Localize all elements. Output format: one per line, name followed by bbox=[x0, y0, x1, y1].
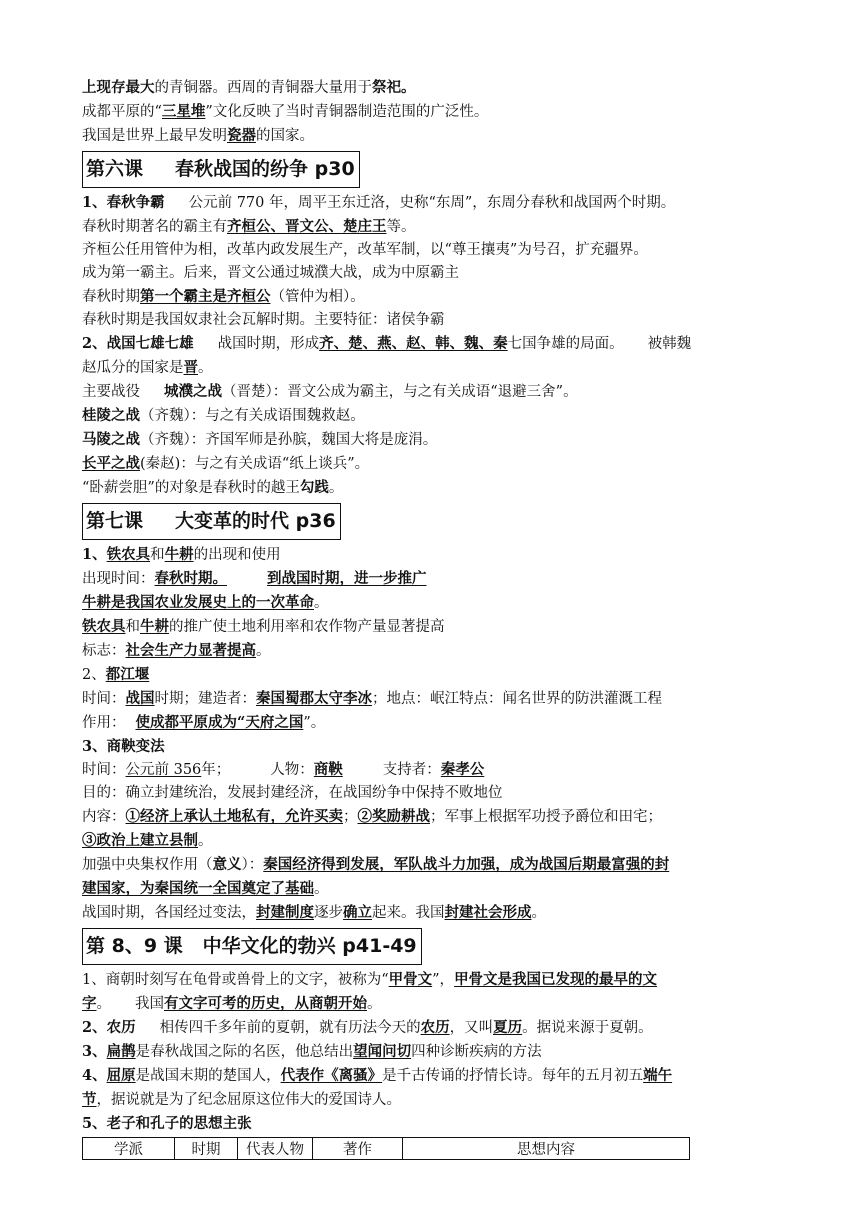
text: 支持者： bbox=[382, 762, 441, 778]
key-term: 端午 bbox=[643, 1067, 673, 1084]
text-line bbox=[82, 663, 860, 687]
text: 四种诊断疾病的方法 bbox=[411, 1044, 542, 1060]
text-line bbox=[82, 853, 860, 877]
text: 。 bbox=[367, 996, 382, 1012]
text: 2、 bbox=[82, 667, 106, 683]
text: ”文化反映了当时青铜器制造范围的广泛性。 bbox=[205, 104, 489, 120]
text-line: 成为第一霸主。后来，晋文公通过城濮大战，成为中原霸主 bbox=[82, 265, 459, 281]
text: 。 bbox=[328, 480, 344, 496]
bold-term: 祭祀。 bbox=[372, 79, 416, 96]
text-line bbox=[82, 428, 860, 452]
text-line bbox=[82, 829, 860, 853]
text: 标志： bbox=[82, 643, 126, 659]
key-term: 农历 bbox=[420, 1019, 450, 1036]
key-term: 春秋时期。 bbox=[154, 570, 227, 587]
subheading: 3、商鞅变法 bbox=[82, 738, 165, 755]
key-term: 牛耕 bbox=[164, 546, 194, 563]
text: 赵瓜分的国家是 bbox=[82, 360, 184, 376]
text: ，据说就是为了纪念屈原这位伟大的爱国诗人。 bbox=[96, 1092, 401, 1108]
key-term: ③政治上建立县制 bbox=[82, 832, 198, 849]
key-term: 屈原 bbox=[106, 1067, 136, 1084]
text: 是千古传诵的抒情长诗。每年的五月初五 bbox=[382, 1068, 644, 1084]
key-term: 封建社会形成 bbox=[444, 904, 532, 921]
text-line bbox=[82, 285, 860, 309]
text: 七国争雄的局面。 bbox=[507, 336, 624, 352]
text: 春秋时期 bbox=[82, 289, 140, 305]
text: ”， bbox=[432, 972, 455, 988]
text: 起来。我国 bbox=[372, 905, 445, 921]
text: 1、商朝时刻写在龟骨或兽骨上的文字，被称为“ bbox=[82, 972, 389, 988]
text: ，又叫 bbox=[449, 1020, 494, 1036]
text: 战国时期，形成 bbox=[217, 336, 320, 352]
text: 。 bbox=[314, 595, 329, 611]
text: 我国 bbox=[135, 996, 164, 1012]
text: ； bbox=[343, 809, 358, 825]
key-term: 望闻问切 bbox=[353, 1043, 412, 1060]
bold-term: 上现存最大 bbox=[82, 79, 155, 96]
key-term: 扁鹊 bbox=[106, 1043, 136, 1060]
text: 的国家。 bbox=[256, 128, 314, 144]
text-line bbox=[82, 639, 860, 663]
text: ；地点：岷江特点：闻名世界的防洪灌溉工程 bbox=[372, 691, 662, 707]
key-term: 秦国经济得到发展，军队战斗力加强，成为战国后期最富强的封 bbox=[263, 856, 670, 873]
text: 内容： bbox=[82, 809, 126, 825]
text-line: 目的：确立封建统治，发展封建经济，在战国纷争中保持不败地位 bbox=[82, 785, 503, 801]
bold-term: 桂陵之战 bbox=[82, 407, 140, 424]
key-term: 都江堰 bbox=[105, 666, 150, 683]
text: 被韩魏 bbox=[647, 336, 692, 352]
key-term: 使成都平原成为“天府之国 bbox=[135, 714, 304, 731]
key-term: 有文字可考的历史，从商朝开始 bbox=[164, 995, 367, 1012]
key-term: 长平之战 bbox=[82, 455, 140, 472]
lesson-number: 第七课 bbox=[86, 510, 144, 532]
lesson-title: 中华文化的勃兴 p41-49 bbox=[202, 935, 417, 957]
text: 公元前 770 年，周平王东迁洛，史称“东周”，东周分春秋和战国两个时期。 bbox=[188, 195, 676, 211]
key-term: 社会生产力显著提高 bbox=[125, 642, 256, 659]
text: 逐步 bbox=[314, 905, 343, 921]
text: （齐魏）：与之有关成语围魏救赵。 bbox=[140, 408, 365, 424]
key-term: 铁农具 bbox=[82, 618, 126, 635]
text: 。 bbox=[96, 996, 111, 1012]
key-term: 铁农具 bbox=[106, 546, 151, 563]
key-term: 节 bbox=[82, 1091, 97, 1108]
text: 人物： bbox=[270, 762, 314, 778]
text: 主要战役 bbox=[82, 384, 140, 400]
text-line bbox=[82, 711, 860, 735]
text: 出现时间： bbox=[82, 571, 155, 587]
key-term: 齐、楚、燕、赵、韩、魏、秦 bbox=[319, 335, 508, 352]
table-header-cell: 代表人物 bbox=[238, 1138, 313, 1160]
text: 等。 bbox=[386, 219, 416, 235]
key-term: 战国 bbox=[125, 690, 155, 707]
text-line bbox=[82, 124, 860, 148]
key-term: 夏历 bbox=[493, 1019, 523, 1036]
text: 春秋时期著名的霸主有 bbox=[82, 219, 227, 235]
text: 相传四千多年前的夏朝，就有历法今天的 bbox=[159, 1020, 421, 1036]
text: 加强中央集权作用（ bbox=[82, 857, 213, 873]
text: 。据说来源于夏朝。 bbox=[522, 1020, 653, 1036]
text: ；军事上根据军功授予爵位和田宅； bbox=[430, 809, 662, 825]
text: 3、 bbox=[82, 1043, 107, 1060]
text-line bbox=[82, 687, 860, 711]
text-line bbox=[82, 591, 860, 615]
key-term: 晋 bbox=[183, 359, 198, 376]
text-line bbox=[82, 992, 860, 1016]
text: 的推广使土地利用率和农作物产量显著提高 bbox=[169, 619, 445, 635]
key-term: 瓷器 bbox=[227, 127, 256, 144]
text-line bbox=[82, 215, 860, 239]
text-line bbox=[82, 452, 860, 476]
text: 是战国末期的楚国人， bbox=[135, 1068, 281, 1084]
text-line bbox=[82, 404, 860, 428]
text: 。 bbox=[531, 905, 546, 921]
key-term: 封建制度 bbox=[256, 904, 314, 921]
text: 时期；建造者： bbox=[154, 691, 256, 707]
key-term: ②奖励耕战 bbox=[357, 808, 430, 825]
key-term: 三星堆 bbox=[161, 103, 206, 120]
text: 战国时期，各国经过变法， bbox=[82, 905, 256, 921]
text-line bbox=[82, 877, 860, 901]
subheading: 1、春秋争霸 bbox=[82, 194, 165, 211]
lesson-number: 第六课 bbox=[86, 158, 144, 180]
text: 和 bbox=[125, 619, 140, 635]
text-line: 春秋时期是我国奴隶社会瓦解时期。主要特征：诸侯争霸 bbox=[82, 312, 445, 328]
key-term: 甲骨文 bbox=[388, 971, 433, 988]
text: 时间： bbox=[82, 691, 126, 707]
text: ”。 bbox=[303, 715, 326, 731]
table-header-row bbox=[83, 1138, 690, 1160]
text-line bbox=[82, 356, 860, 380]
text: 时间： bbox=[82, 762, 126, 778]
bold-term: 勾践 bbox=[299, 479, 329, 496]
text-line bbox=[82, 805, 860, 829]
table-header-cell: 学派 bbox=[83, 1138, 175, 1160]
text-line bbox=[82, 615, 860, 639]
text: 。 bbox=[256, 643, 271, 659]
key-term: 牛耕是我国农业发展史上的一次革命 bbox=[82, 594, 314, 611]
lesson-title: 春秋战国的纷争 p30 bbox=[175, 158, 355, 180]
text: 。 bbox=[314, 881, 329, 897]
lesson-6-heading bbox=[82, 151, 360, 188]
key-term: 秦国蜀郡太守李冰 bbox=[256, 690, 372, 707]
text-line bbox=[82, 476, 860, 500]
lesson-7-heading bbox=[82, 503, 341, 540]
text-line bbox=[82, 758, 860, 782]
key-term: 秦孝公 bbox=[440, 761, 485, 778]
subheading: 5、老子和孔子的思想主张 bbox=[82, 1115, 252, 1132]
text: 1、 bbox=[82, 546, 107, 563]
text: 。 bbox=[198, 833, 213, 849]
text-line bbox=[82, 1088, 860, 1112]
text: （管仲为相）。 bbox=[270, 289, 365, 305]
text-line bbox=[82, 1016, 860, 1040]
thought-table bbox=[82, 1137, 690, 1160]
lesson-title: 大变革的时代 p36 bbox=[175, 510, 336, 532]
bold-term: 马陵之战 bbox=[82, 431, 140, 448]
key-term: 商鞅 bbox=[313, 761, 343, 778]
text-line bbox=[82, 332, 860, 356]
table-header-cell: 思想内容 bbox=[403, 1138, 690, 1160]
text: 4、 bbox=[82, 1067, 107, 1084]
key-term: 齐桓公、晋文公、楚庄王 bbox=[227, 218, 387, 235]
key-term: 确立 bbox=[343, 904, 372, 921]
text-line bbox=[82, 100, 860, 124]
lesson-8-9-heading bbox=[82, 928, 422, 965]
key-term: 建国家，为秦国统一全国奠定了基础 bbox=[82, 880, 314, 897]
text-line bbox=[82, 567, 860, 591]
text-line bbox=[82, 191, 860, 215]
text: ）： bbox=[241, 857, 264, 873]
text: 的青铜器。西周的青铜器大量用于 bbox=[154, 80, 372, 96]
text: 我国是世界上最早发明 bbox=[82, 128, 227, 144]
bold-term: 意义 bbox=[212, 856, 242, 873]
text: “卧薪尝胆”的对象是春秋时的越王 bbox=[82, 480, 300, 496]
text: 和 bbox=[150, 547, 165, 563]
text: (秦赵)：与之有关成语“纸上谈兵”。 bbox=[140, 456, 370, 472]
text-line: 齐桓公任用管仲为相，改革内政发展生产，改革军制，以“尊王攘夷”为号召，扩充疆界。 bbox=[82, 242, 648, 258]
key-term: 到战国时期，进一步推广 bbox=[267, 570, 427, 587]
bold-term: 城濮之战 bbox=[164, 383, 222, 400]
text: （齐魏）：齐国军师是孙膑，魏国大将是庞涓。 bbox=[140, 432, 438, 448]
key-term: ①经济上承认土地私有，允许买卖 bbox=[125, 808, 343, 825]
text-line bbox=[82, 901, 860, 925]
key-term: 代表作《离骚》 bbox=[280, 1067, 383, 1084]
text-line bbox=[82, 543, 860, 567]
text: 是春秋战国之际的名医，他总结出 bbox=[135, 1044, 354, 1060]
text: 成都平原的“ bbox=[82, 104, 162, 120]
key-term: 公元前 356 bbox=[125, 762, 202, 778]
key-term: 牛耕 bbox=[140, 618, 169, 635]
table-header-cell: 时期 bbox=[175, 1138, 238, 1160]
text: 作用： bbox=[82, 715, 126, 731]
text: 年； bbox=[201, 762, 231, 778]
subheading: 2、战国七雄七雄 bbox=[82, 335, 194, 352]
text-line bbox=[82, 76, 860, 100]
key-term: 字 bbox=[82, 995, 97, 1012]
text-line bbox=[82, 1064, 860, 1088]
text-line bbox=[82, 380, 860, 404]
text-line bbox=[82, 1040, 860, 1064]
text: （晋楚）：晋文公成为霸主，与之有关成语“退避三舍”。 bbox=[222, 384, 578, 400]
text: 的出现和使用 bbox=[193, 547, 281, 563]
subheading: 2、农历 bbox=[82, 1019, 136, 1036]
table-header-cell: 著作 bbox=[313, 1138, 403, 1160]
key-term: 甲骨文是我国已发现的最早的文 bbox=[454, 971, 658, 988]
lesson-number: 第 8、9 课 bbox=[86, 935, 183, 957]
key-term: 第一个霸主是齐桓公 bbox=[140, 288, 271, 305]
text-line bbox=[82, 968, 860, 992]
text: 。 bbox=[198, 360, 213, 376]
